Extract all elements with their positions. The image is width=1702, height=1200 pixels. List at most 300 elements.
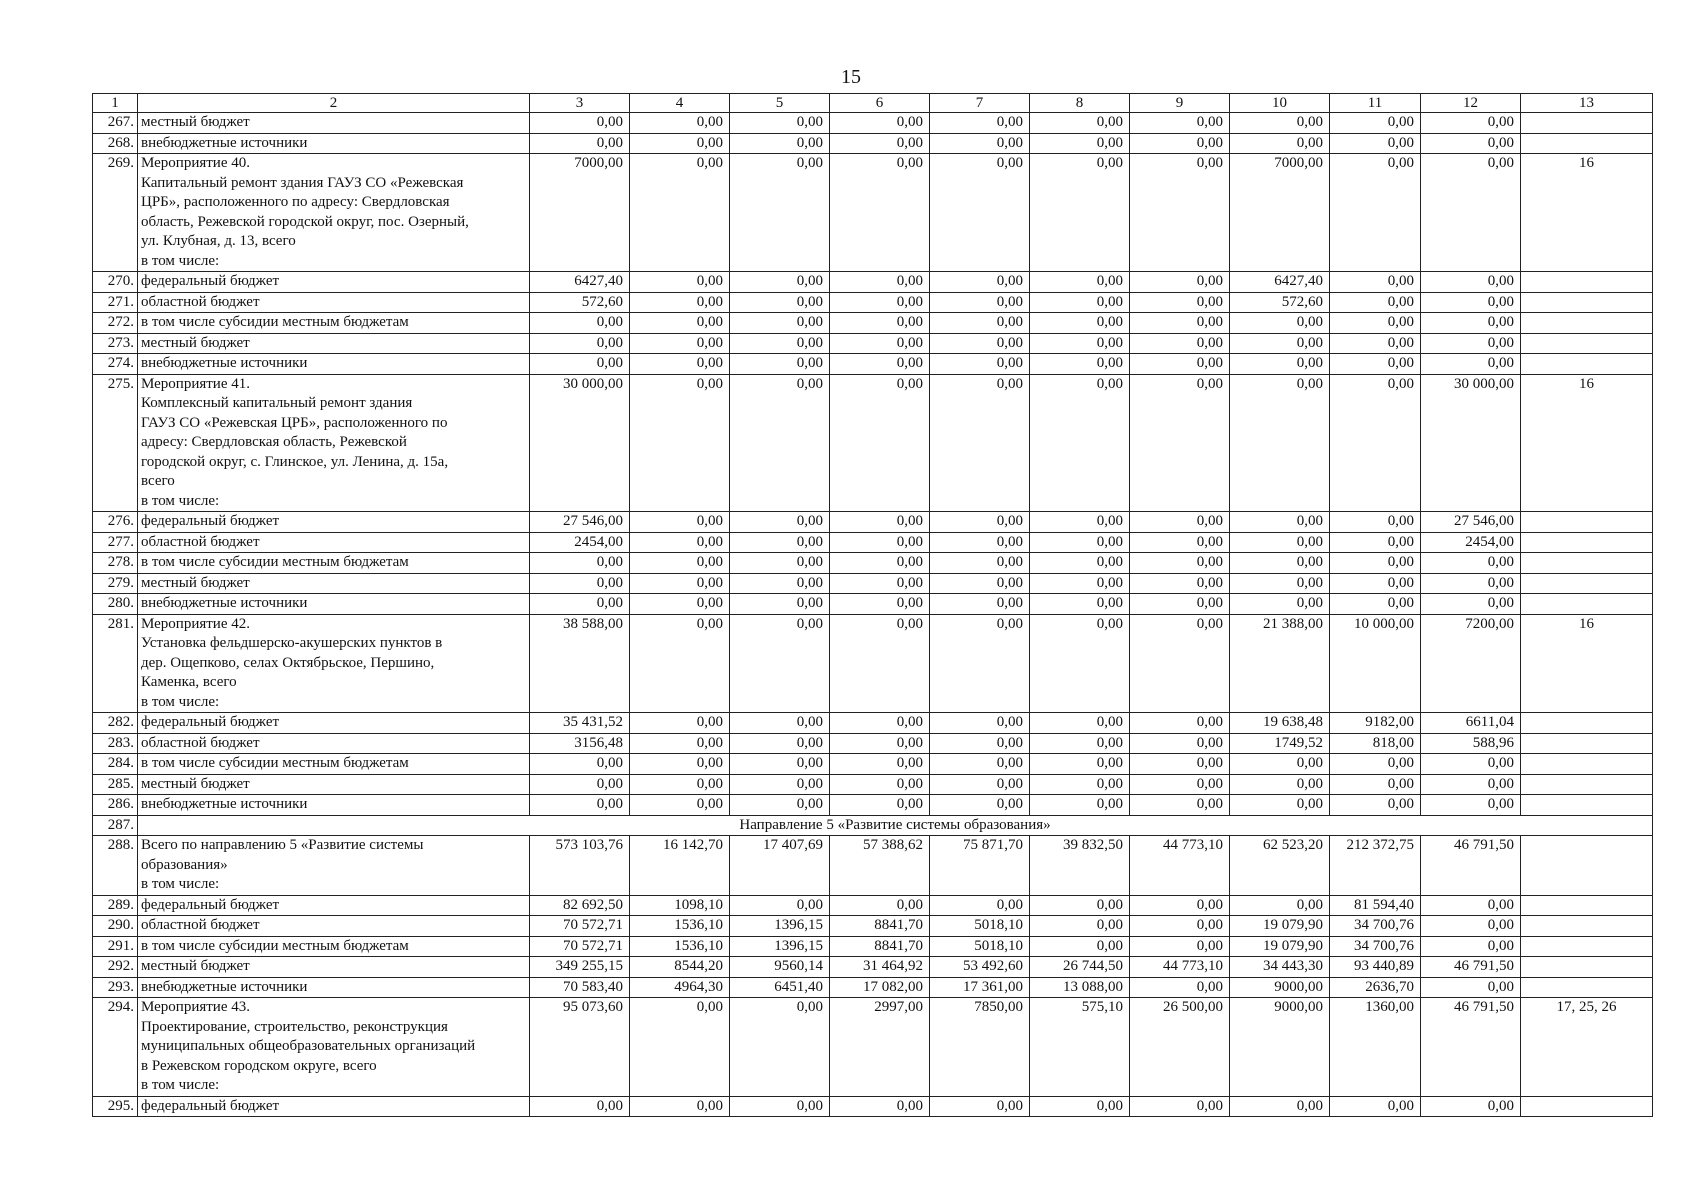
value-cell: 0,00 — [830, 292, 930, 313]
value-cell: 0,00 — [1130, 512, 1230, 533]
description-line: в том числе субсидии местным бюджетам — [141, 755, 409, 771]
description-line: городской округ, с. Глинское, ул. Ленина, д. 15а, — [141, 453, 449, 470]
row-description — [138, 133, 530, 154]
value-cell: 0,00 — [1330, 374, 1421, 512]
value-cell: 6427,40 — [1230, 272, 1330, 293]
value-cell: 0,00 — [830, 512, 930, 533]
description-line: всего — [141, 473, 175, 489]
target-indicator-cell — [1521, 313, 1653, 334]
value-cell: 0,00 — [630, 713, 730, 734]
value-cell: 0,00 — [1030, 1096, 1130, 1117]
row-description — [138, 916, 530, 937]
value-cell: 0,00 — [1421, 292, 1521, 313]
row-number: 291. — [93, 936, 138, 957]
value-cell: 0,00 — [1330, 754, 1421, 775]
description-line: ГАУЗ СО «Режевская ЦРБ», расположенного по — [141, 414, 448, 431]
value-cell: 0,00 — [1030, 154, 1130, 272]
value-cell: 0,00 — [1130, 594, 1230, 615]
description-line: федеральный бюджет — [141, 714, 280, 730]
value-cell: 0,00 — [930, 594, 1030, 615]
value-cell: 0,00 — [730, 374, 830, 512]
value-cell: 95 073,60 — [530, 998, 630, 1097]
table-row — [93, 957, 1653, 978]
value-cell: 0,00 — [730, 614, 830, 713]
value-cell: 0,00 — [1030, 916, 1130, 937]
row-description — [138, 154, 530, 272]
value-cell: 0,00 — [1030, 313, 1130, 334]
value-cell: 0,00 — [1030, 895, 1130, 916]
table-row — [93, 573, 1653, 594]
table-row — [93, 733, 1653, 754]
target-indicator-cell — [1521, 512, 1653, 533]
target-indicator-cell — [1521, 916, 1653, 937]
value-cell: 0,00 — [830, 374, 930, 512]
value-cell: 0,00 — [830, 1096, 930, 1117]
target-indicator-cell — [1521, 713, 1653, 734]
target-indicator-cell: 16 — [1521, 614, 1653, 713]
value-cell: 0,00 — [530, 313, 630, 334]
value-cell: 19 079,90 — [1230, 916, 1330, 937]
value-cell: 0,00 — [930, 532, 1030, 553]
value-cell: 0,00 — [930, 113, 1030, 134]
value-cell: 13 088,00 — [1030, 977, 1130, 998]
table-row — [93, 594, 1653, 615]
value-cell: 0,00 — [930, 133, 1030, 154]
description-line: внебюджетные источники — [141, 355, 308, 371]
value-cell: 0,00 — [730, 532, 830, 553]
row-number: 290. — [93, 916, 138, 937]
value-cell: 0,00 — [1130, 936, 1230, 957]
value-cell: 0,00 — [730, 774, 830, 795]
value-cell: 7000,00 — [530, 154, 630, 272]
description-line: Капитальный ремонт здания ГАУЗ СО «Режевская — [141, 174, 464, 191]
target-indicator-cell — [1521, 553, 1653, 574]
value-cell: 0,00 — [830, 594, 930, 615]
table-row — [93, 1096, 1653, 1117]
value-cell: 27 546,00 — [530, 512, 630, 533]
value-cell: 0,00 — [930, 313, 1030, 334]
section-heading: Направление 5 «Развитие системы образования» — [138, 815, 1653, 836]
value-cell: 0,00 — [930, 512, 1030, 533]
value-cell: 0,00 — [1130, 977, 1230, 998]
value-cell: 34 700,76 — [1330, 936, 1421, 957]
value-cell: 1098,10 — [630, 895, 730, 916]
value-cell: 0,00 — [1130, 733, 1230, 754]
value-cell: 0,00 — [1230, 374, 1330, 512]
table-row — [93, 895, 1653, 916]
value-cell: 0,00 — [1130, 374, 1230, 512]
value-cell: 0,00 — [1030, 774, 1130, 795]
row-number: 277. — [93, 532, 138, 553]
row-number: 274. — [93, 354, 138, 375]
row-description — [138, 512, 530, 533]
value-cell: 0,00 — [730, 795, 830, 816]
description-line: в том числе: — [141, 693, 220, 710]
value-cell: 30 000,00 — [530, 374, 630, 512]
value-cell: 0,00 — [1330, 313, 1421, 334]
value-cell: 0,00 — [630, 154, 730, 272]
value-cell: 0,00 — [630, 272, 730, 293]
value-cell: 0,00 — [930, 354, 1030, 375]
value-cell: 0,00 — [1330, 113, 1421, 134]
value-cell: 82 692,50 — [530, 895, 630, 916]
description-line: в том числе субсидии местным бюджетам — [141, 937, 409, 954]
value-cell: 0,00 — [630, 754, 730, 775]
value-cell: 0,00 — [630, 313, 730, 334]
target-indicator-cell — [1521, 573, 1653, 594]
value-cell: 0,00 — [1030, 795, 1130, 816]
target-indicator-cell — [1521, 333, 1653, 354]
value-cell: 0,00 — [1130, 272, 1230, 293]
value-cell: 0,00 — [1330, 333, 1421, 354]
value-cell: 0,00 — [530, 774, 630, 795]
description-line: в том числе: — [141, 1077, 220, 1093]
column-header: 4 — [630, 94, 730, 113]
description-line: местный бюджет — [141, 334, 250, 351]
row-description — [138, 573, 530, 594]
value-cell: 575,10 — [1030, 998, 1130, 1097]
value-cell: 16 142,70 — [630, 836, 730, 896]
value-cell: 0,00 — [930, 333, 1030, 354]
description-line: муниципальных общеобразовательных организаций — [141, 1038, 476, 1054]
value-cell: 0,00 — [730, 998, 830, 1097]
description-line: внебюджетные источники — [141, 595, 308, 611]
value-cell: 0,00 — [1030, 754, 1130, 775]
value-cell: 0,00 — [530, 133, 630, 154]
description-line: в том числе субсидии местным бюджетам — [141, 314, 409, 330]
value-cell: 0,00 — [1421, 936, 1521, 957]
target-indicator-cell — [1521, 774, 1653, 795]
value-cell: 0,00 — [1330, 532, 1421, 553]
value-cell: 0,00 — [930, 154, 1030, 272]
description-line: внебюджетные источники — [141, 134, 308, 151]
value-cell: 0,00 — [530, 795, 630, 816]
value-cell: 81 594,40 — [1330, 895, 1421, 916]
value-cell: 0,00 — [1230, 754, 1330, 775]
description-line: Мероприятие 42. — [141, 615, 250, 632]
value-cell: 0,00 — [1230, 333, 1330, 354]
value-cell: 1396,15 — [730, 936, 830, 957]
value-cell: 44 773,10 — [1130, 957, 1230, 978]
table-row — [93, 795, 1653, 816]
value-cell: 0,00 — [630, 795, 730, 816]
value-cell: 10 000,00 — [1330, 614, 1421, 713]
value-cell: 0,00 — [1130, 713, 1230, 734]
value-cell: 0,00 — [1130, 354, 1230, 375]
value-cell: 588,96 — [1421, 733, 1521, 754]
table-row — [93, 374, 1653, 512]
row-number: 276. — [93, 512, 138, 533]
value-cell: 0,00 — [1421, 354, 1521, 375]
description-line: в том числе: — [141, 876, 220, 892]
value-cell: 0,00 — [930, 713, 1030, 734]
value-cell: 0,00 — [1421, 154, 1521, 272]
value-cell: 0,00 — [1330, 354, 1421, 375]
value-cell: 53 492,60 — [930, 957, 1030, 978]
column-header: 8 — [1030, 94, 1130, 113]
row-description — [138, 957, 530, 978]
value-cell: 9000,00 — [1230, 998, 1330, 1097]
value-cell: 0,00 — [1130, 895, 1230, 916]
value-cell: 573 103,76 — [530, 836, 630, 896]
value-cell: 0,00 — [1130, 553, 1230, 574]
value-cell: 212 372,75 — [1330, 836, 1421, 896]
value-cell: 0,00 — [630, 512, 730, 533]
column-header: 3 — [530, 94, 630, 113]
value-cell: 0,00 — [1130, 573, 1230, 594]
value-cell: 0,00 — [1421, 333, 1521, 354]
value-cell: 0,00 — [930, 553, 1030, 574]
row-description — [138, 936, 530, 957]
value-cell: 1749,52 — [1230, 733, 1330, 754]
value-cell: 0,00 — [630, 614, 730, 713]
table-row — [93, 916, 1653, 937]
value-cell: 0,00 — [530, 553, 630, 574]
value-cell: 0,00 — [1421, 133, 1521, 154]
value-cell: 44 773,10 — [1130, 836, 1230, 896]
value-cell: 3156,48 — [530, 733, 630, 754]
value-cell: 0,00 — [730, 272, 830, 293]
value-cell: 0,00 — [1421, 774, 1521, 795]
row-description — [138, 113, 530, 134]
target-indicator-cell — [1521, 113, 1653, 134]
value-cell: 0,00 — [730, 313, 830, 334]
budget-table — [92, 93, 1653, 1117]
value-cell: 0,00 — [930, 795, 1030, 816]
description-line: федеральный бюджет — [141, 273, 280, 289]
value-cell: 0,00 — [830, 553, 930, 574]
value-cell: 0,00 — [630, 292, 730, 313]
value-cell: 0,00 — [1421, 795, 1521, 816]
target-indicator-cell — [1521, 1096, 1653, 1117]
value-cell: 0,00 — [1330, 774, 1421, 795]
value-cell: 0,00 — [1230, 354, 1330, 375]
value-cell: 1396,15 — [730, 916, 830, 937]
row-description — [138, 313, 530, 334]
value-cell: 0,00 — [930, 374, 1030, 512]
target-indicator-cell — [1521, 272, 1653, 293]
table-row — [93, 836, 1653, 896]
row-number: 271. — [93, 292, 138, 313]
value-cell: 0,00 — [630, 133, 730, 154]
value-cell: 0,00 — [1330, 1096, 1421, 1117]
table-body — [93, 94, 1653, 1117]
row-description — [138, 614, 530, 713]
value-cell: 0,00 — [930, 614, 1030, 713]
description-line: федеральный бюджет — [141, 1097, 280, 1114]
value-cell: 0,00 — [1421, 916, 1521, 937]
row-number: 288. — [93, 836, 138, 896]
description-line: в том числе: — [141, 252, 220, 269]
row-description — [138, 977, 530, 998]
table-row — [93, 754, 1653, 775]
description-line: Проектирование, строительство, реконструкция — [141, 1018, 448, 1035]
value-cell: 0,00 — [1130, 774, 1230, 795]
value-cell: 0,00 — [730, 553, 830, 574]
row-description — [138, 733, 530, 754]
description-line: областной бюджет — [141, 533, 260, 550]
value-cell: 46 791,50 — [1421, 836, 1521, 896]
target-indicator-cell — [1521, 836, 1653, 896]
value-cell: 19 079,90 — [1230, 936, 1330, 957]
value-cell: 0,00 — [1130, 333, 1230, 354]
value-cell: 0,00 — [730, 354, 830, 375]
value-cell: 17 361,00 — [930, 977, 1030, 998]
value-cell: 0,00 — [930, 573, 1030, 594]
column-header: 1 — [93, 94, 138, 113]
value-cell: 0,00 — [730, 292, 830, 313]
row-number: 286. — [93, 795, 138, 816]
value-cell: 0,00 — [830, 313, 930, 334]
description-line: внебюджетные источники — [141, 796, 308, 812]
value-cell: 9560,14 — [730, 957, 830, 978]
value-cell: 0,00 — [730, 113, 830, 134]
table-row — [93, 774, 1653, 795]
value-cell: 0,00 — [1230, 573, 1330, 594]
value-cell: 0,00 — [630, 354, 730, 375]
row-number: 292. — [93, 957, 138, 978]
value-cell: 0,00 — [1230, 553, 1330, 574]
row-number: 279. — [93, 573, 138, 594]
table-row — [93, 272, 1653, 293]
description-line: местный бюджет — [141, 114, 250, 130]
value-cell: 0,00 — [830, 133, 930, 154]
value-cell: 0,00 — [1230, 532, 1330, 553]
table-row — [93, 512, 1653, 533]
value-cell: 0,00 — [530, 573, 630, 594]
table-row — [93, 154, 1653, 272]
value-cell: 27 546,00 — [1421, 512, 1521, 533]
value-cell: 34 443,30 — [1230, 957, 1330, 978]
value-cell: 0,00 — [830, 354, 930, 375]
row-description — [138, 1096, 530, 1117]
value-cell: 39 832,50 — [1030, 836, 1130, 896]
value-cell: 0,00 — [1230, 795, 1330, 816]
value-cell: 0,00 — [1130, 292, 1230, 313]
value-cell: 8841,70 — [830, 936, 930, 957]
column-header: 2 — [138, 94, 530, 113]
table-row — [93, 354, 1653, 375]
description-line: Мероприятие 40. — [141, 155, 250, 171]
value-cell: 0,00 — [1030, 936, 1130, 957]
value-cell: 4964,30 — [630, 977, 730, 998]
table-row — [93, 815, 1653, 836]
value-cell: 70 572,71 — [530, 916, 630, 937]
value-cell: 0,00 — [1330, 292, 1421, 313]
value-cell: 75 871,70 — [930, 836, 1030, 896]
column-header: 12 — [1421, 94, 1521, 113]
table-row — [93, 133, 1653, 154]
value-cell: 2636,70 — [1330, 977, 1421, 998]
value-cell: 0,00 — [1230, 594, 1330, 615]
row-description — [138, 292, 530, 313]
value-cell: 0,00 — [1030, 113, 1130, 134]
table-row — [93, 977, 1653, 998]
column-header: 9 — [1130, 94, 1230, 113]
value-cell: 17 082,00 — [830, 977, 930, 998]
value-cell: 8544,20 — [630, 957, 730, 978]
value-cell: 0,00 — [1030, 374, 1130, 512]
description-line: ул. Клубная, д. 13, всего — [141, 233, 296, 249]
row-number: 293. — [93, 977, 138, 998]
value-cell: 0,00 — [830, 795, 930, 816]
value-cell: 38 588,00 — [530, 614, 630, 713]
table-row — [93, 313, 1653, 334]
value-cell: 0,00 — [1130, 795, 1230, 816]
value-cell: 0,00 — [1421, 272, 1521, 293]
target-indicator-cell — [1521, 754, 1653, 775]
value-cell: 0,00 — [1030, 594, 1130, 615]
value-cell: 6451,40 — [730, 977, 830, 998]
target-indicator-cell — [1521, 733, 1653, 754]
row-description — [138, 333, 530, 354]
table-row — [93, 713, 1653, 734]
description-line: дер. Ощепково, селах Октябрьское, Першино, — [141, 654, 435, 671]
value-cell: 0,00 — [1130, 916, 1230, 937]
target-indicator-cell — [1521, 532, 1653, 553]
value-cell: 0,00 — [1130, 754, 1230, 775]
value-cell: 1536,10 — [630, 936, 730, 957]
value-cell: 0,00 — [730, 594, 830, 615]
value-cell: 0,00 — [530, 1096, 630, 1117]
value-cell: 0,00 — [1230, 113, 1330, 134]
value-cell: 0,00 — [530, 754, 630, 775]
value-cell: 0,00 — [1330, 272, 1421, 293]
value-cell: 0,00 — [930, 292, 1030, 313]
row-number: 295. — [93, 1096, 138, 1117]
description-line: в том числе: — [141, 492, 220, 509]
value-cell: 0,00 — [730, 713, 830, 734]
description-line: в Режевском городском округе, всего — [141, 1057, 377, 1074]
target-indicator-cell — [1521, 977, 1653, 998]
value-cell: 5018,10 — [930, 936, 1030, 957]
value-cell: 0,00 — [830, 754, 930, 775]
description-line: областной бюджет — [141, 293, 260, 310]
value-cell: 0,00 — [1030, 713, 1130, 734]
value-cell: 0,00 — [1130, 313, 1230, 334]
value-cell: 1360,00 — [1330, 998, 1421, 1097]
target-indicator-cell: 17, 25, 26 — [1521, 998, 1653, 1097]
value-cell: 0,00 — [630, 333, 730, 354]
value-cell: 0,00 — [1130, 532, 1230, 553]
row-number: 287. — [93, 815, 138, 836]
row-number: 267. — [93, 113, 138, 134]
value-cell: 0,00 — [830, 154, 930, 272]
value-cell: 0,00 — [730, 733, 830, 754]
value-cell: 0,00 — [1030, 733, 1130, 754]
value-cell: 0,00 — [1330, 154, 1421, 272]
value-cell: 0,00 — [1130, 154, 1230, 272]
row-number: 294. — [93, 998, 138, 1097]
column-header: 6 — [830, 94, 930, 113]
target-indicator-cell — [1521, 594, 1653, 615]
description-line: образования» — [141, 856, 228, 873]
value-cell: 0,00 — [1421, 113, 1521, 134]
description-line: Установка фельдшерско-акушерских пунктов в — [141, 635, 443, 651]
row-description — [138, 795, 530, 816]
value-cell: 0,00 — [930, 895, 1030, 916]
row-number: 272. — [93, 313, 138, 334]
description-line: областной бюджет — [141, 734, 260, 751]
target-indicator-cell — [1521, 936, 1653, 957]
row-description — [138, 272, 530, 293]
value-cell: 0,00 — [830, 895, 930, 916]
description-line: федеральный бюджет — [141, 513, 280, 529]
target-indicator-cell: 16 — [1521, 154, 1653, 272]
value-cell: 0,00 — [1030, 512, 1130, 533]
value-cell: 0,00 — [930, 733, 1030, 754]
value-cell: 26 744,50 — [1030, 957, 1130, 978]
